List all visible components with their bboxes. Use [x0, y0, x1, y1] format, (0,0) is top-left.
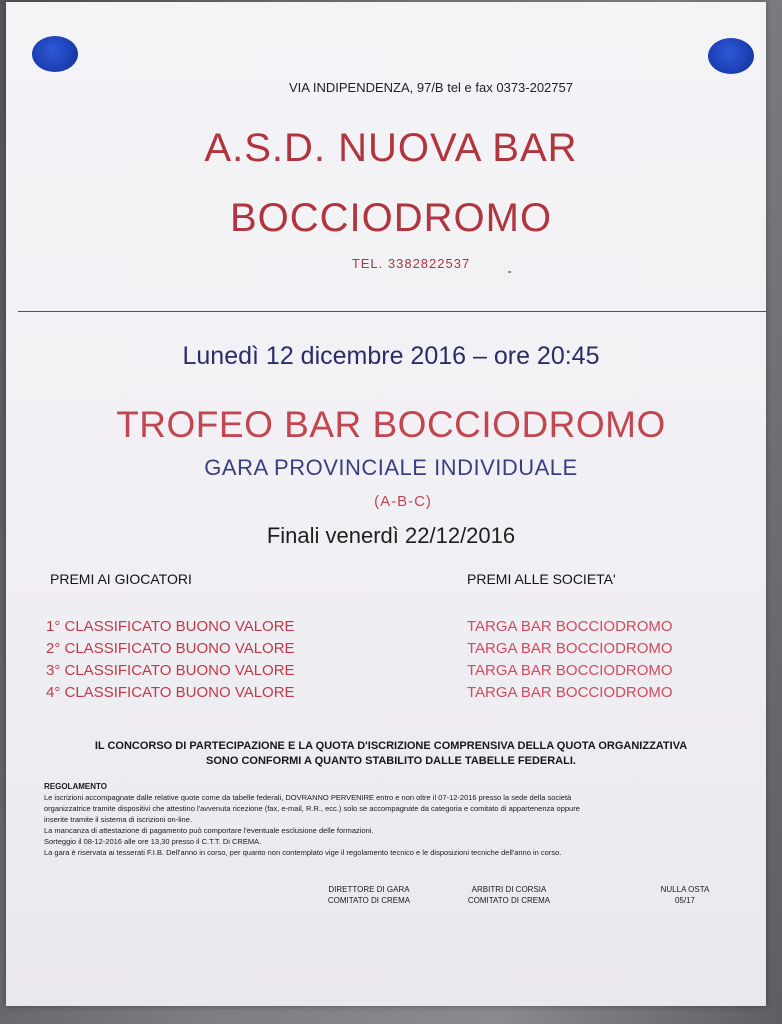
list-item: TARGA BAR BOCCIODROMO [467, 618, 673, 635]
list-item: 2° CLASSIFICATO BUONO VALORE [46, 640, 295, 657]
regulations-block [44, 781, 744, 858]
regulations-line: organizzatrice tramite dispositivi che attestino l'avvenuta ricezione (fax, e-mail, R.R., ecc.) solo se accompagnate da categoria e comitato di appartenenza oppure [44, 804, 580, 813]
club-address: VIA INDIPENDENZA, 97/B tel e fax 0373-202757 [289, 80, 573, 95]
clubs-prizes-list [467, 616, 673, 704]
regulations-line: inserite tramite il sistema di iscrizioni on-line. [44, 815, 192, 824]
fee-notice-line1: IL CONCORSO DI PARTECIPAZIONE E LA QUOTA D'ISCRIZIONE COMPRENSIVA DELLA QUOTA ORGANIZZATIVA [94, 740, 688, 752]
director-signature [314, 884, 424, 906]
referees-signature [454, 884, 564, 906]
club-phone: TEL. 3382822537 [351, 256, 471, 271]
pin-dot-icon [708, 38, 754, 74]
categories: (A-B-C) [374, 493, 432, 510]
fee-notice [0, 739, 782, 769]
referees-title: ARBITRI DI CORSIA [471, 885, 547, 894]
nulla-osta [640, 884, 730, 906]
players-prizes-list [46, 616, 295, 704]
nulla-osta-title: NULLA OSTA [660, 885, 710, 894]
list-item: TARGA BAR BOCCIODROMO [467, 640, 673, 657]
speck [508, 271, 511, 273]
regulations-line: Le iscrizioni accompagnate dalle relative quote come da tabelle federali, DOVRANNO PERVENIRE entro e non oltre il 07-12-2016 presso la sede della società [44, 793, 572, 802]
divider [18, 311, 766, 312]
club-name-line1: A.S.D. NUOVA BAR [204, 126, 578, 170]
trophy-title: TROFEO BAR BOCCIODROMO [116, 404, 666, 445]
finals-date: Finali venerdì 22/12/2016 [266, 523, 516, 548]
regulations-line: La gara è riservata ai tesserati F.I.B. Dell'anno in corso, per quanto non contemplato vige il regolamento tecnico e le disposizioni tecniche dell'anno in corso. [44, 848, 562, 857]
list-item: 4° CLASSIFICATO BUONO VALORE [46, 684, 295, 701]
clubs-prizes-heading: PREMI ALLE SOCIETA' [467, 571, 616, 587]
director-org: COMITATO DI CREMA [327, 896, 411, 905]
regulations-line: La mancanza di attestazione di pagamento può comportare l'eventuale esclusione delle formazioni. [44, 826, 374, 835]
nulla-osta-code: 05/17 [674, 896, 696, 905]
list-item: TARGA BAR BOCCIODROMO [467, 684, 673, 701]
list-item: 3° CLASSIFICATO BUONO VALORE [46, 662, 295, 679]
fee-notice-line2: SONO CONFORMI A QUANTO STABILITO DALLE TABELLE FEDERALI. [206, 755, 576, 767]
regulations-title: REGOLAMENTO [44, 782, 107, 791]
referees-org: COMITATO DI CREMA [467, 896, 551, 905]
director-title: DIRETTORE DI GARA [328, 885, 410, 894]
pin-dot-icon [32, 36, 78, 72]
event-date: Lunedì 12 dicembre 2016 – ore 20:45 [182, 342, 600, 370]
list-item: 1° CLASSIFICATO BUONO VALORE [46, 618, 295, 635]
club-name-line2: BOCCIODROMO [229, 196, 553, 240]
competition-type: GARA PROVINCIALE INDIVIDUALE [204, 455, 578, 480]
players-prizes-heading: PREMI AI GIOCATORI [50, 571, 192, 587]
list-item: TARGA BAR BOCCIODROMO [467, 662, 673, 679]
regulations-line: Sorteggio il 08-12-2016 alle ore 13,30 presso il C.T.T. Di CREMA. [44, 837, 262, 846]
